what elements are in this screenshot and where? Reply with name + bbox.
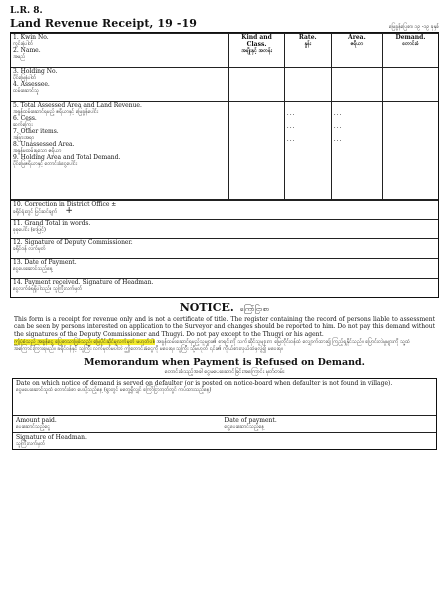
field-total-assessed: 5. Total Assessed Area and Land Revenue. <box>13 102 142 109</box>
row-deputy-commissioner: 12. Signature of Deputy Commissioner. ခရိုင်ဝန် လက်မှတ် <box>11 238 438 258</box>
correction-mark: + <box>65 206 73 216</box>
row-grand-total: 11. Grand Total in words. စုစုပေါင်း (စာဖြင့်) <box>11 219 438 238</box>
row-date-of-payment: 13. Date of Payment. ငွေပေးဆောင်သည့်နေ့ <box>11 258 438 278</box>
field-kwin-no: 1. Kwin No. <box>13 34 49 41</box>
row-payment-received: 14. Payment received. Signature of Headman. ငွေလက်ခံရရှိပါသည်။ သူကြီးလက်မှတ် <box>11 278 438 298</box>
table-row-assessment: 5. Total Assessed Area and Land Revenue. အခွန်ထမ်းဆောင်ရမည့် ဧရိယာနှင့် မြေခွန်ပေါင်း 6. Cess. ဆက်ကြေး 7. Other items. အခြားအရာ 8. Unassessed Area. အခွန်မထမ်းရသော ဧရိယာ 9. Holding Area and Total Demand. ပိုင်မြေဧရိယာနှင့် တောင်းခံငွေပေါင်း ... ... ... ... ... ... <box>11 102 438 200</box>
field-assessee: 4. Assessee. <box>13 81 50 88</box>
title-row <box>10 17 439 30</box>
field-holding-no: 3. Holding No. <box>13 68 58 75</box>
memorandum-box <box>12 378 437 450</box>
column-kind-class: Kind and Class. အမျိုးနှင့် အတန်း <box>229 34 285 68</box>
memo-row-signature: Signature of Headman. သူကြီးလက်မှတ် <box>13 432 436 449</box>
memo-row-amount: Amount paid. ပေးဆောင်သည့်ငွေ Date of payment. ငွေပေးဆောင်သည့်နေ့ <box>13 415 436 432</box>
notice-heading: NOTICE. ကြော်ငြာစာ <box>179 301 270 314</box>
column-demand: Demand. တောင်းခံ <box>382 34 438 68</box>
notice-text: This form is a receipt for revenue only and is not a certificate of title. The register containing the record of persons liable to assessment can be seen by persons interested on application to the Surveyor and changes should be reported to him. Do not pay this demand without the signatures of the Deputy Commissioner and Thugyi. Do not pay except to the Thugyi or his agent. <box>14 316 436 338</box>
field-cess: 6. Cess. <box>13 115 37 122</box>
field-name: 2. Name. <box>13 47 41 54</box>
row-correction: 10. Correction in District Office ± ခရိုင်ရုံးတွင် ပြင်ဆင်ချက် + <box>11 200 438 219</box>
table-row-holding: 3. Holding No. ပိုင်မြေနံပါတ် 4. Assessee. ထမ်းဆောင်သူ <box>11 68 438 102</box>
column-area: Area. ဧရိယာ <box>331 34 382 68</box>
memorandum-heading: Memorandum when Payment is Refused on Demand. <box>84 356 365 368</box>
field-unassessed-area: 8. Unassessed Area. <box>13 141 75 148</box>
notice-highlight: ဤပုံစံသည် အခွန်ငွေ ပြေစာသာဖြစ်သည်၊ မြေပိုင်ဆိုင်မှုလက်မှတ် မဟုတ်ပါ။ <box>14 339 156 346</box>
form-title: Land Revenue Receipt, 19 -19 <box>10 17 197 30</box>
form-title-burmese: မြေခွန်ပြေစာ၊ ၁၉ -၁၉ ခုနှစ် <box>388 24 439 30</box>
memorandum-heading-burmese: တောင်းခံသည့်အခါ ငွေမပေးဆောင်ခြင်းအကြောင်း မှတ်တမ်း <box>164 368 285 375</box>
field-other-items: 7. Other items. <box>13 128 59 135</box>
lower-rows <box>11 200 438 298</box>
table-row-header: 1. Kwin No. ကွင်းနံပါတ် 2. Name. အမည် Kind and Class. အမျိုးနှင့် အတန်း Rate. နှုန်း Area. ဧရိယာ Demand. တောင်းခံ <box>11 34 438 68</box>
field-holding-area: 9. Holding Area and Total Demand. <box>13 154 121 161</box>
receipt-table <box>11 33 438 200</box>
notice-burmese-text: ဤပုံစံသည် အခွန်ငွေ ပြေစာသာဖြစ်သည်၊ မြေပိုင်ဆိုင်မှုလက်မှတ် မဟုတ်ပါ။ အခွန်ထမ်းဆောင်ရမည့်သူများ၏ စာရင်းကို သက်ဆိုင်သူများက မြေတိုင်းဝန်ထံ လျှောက်ထား၍ ကြည့်ရှုနိုင်သည်။ ပြောင်းလဲမှုများကို သူ့ထံ အကြောင်းကြားရမည်။ ခရိုင်ဝန်နှင့် သူကြီး လက်မှတ်မပါဘဲ ဤတောင်းခံငွေကို မပေးရ။ သူကြီး သို့မဟုတ် ၎င်း၏ ကိုယ်စားလှယ်ထံမှလွဲ၍ မပေးရ။ <box>14 339 411 353</box>
column-rate: Rate. နှုန်း <box>284 34 331 68</box>
memo-row-notice-date: Date on which notice of demand is served on defaulter (or is posted on notice-board when defaulter is not found in village). ငွေမပေးဆောင်သူထံ တောင်းခံစာ ပေးပို့သည့်နေ့ (ရွာတွင် မတွေ့ရှိလျှင် ကြော်ငြာဘုတ်တွင် ကပ်ထားသည့်နေ့) <box>16 379 393 393</box>
receipt-box <box>10 32 439 298</box>
form-code: L.R. 8. <box>10 6 43 16</box>
